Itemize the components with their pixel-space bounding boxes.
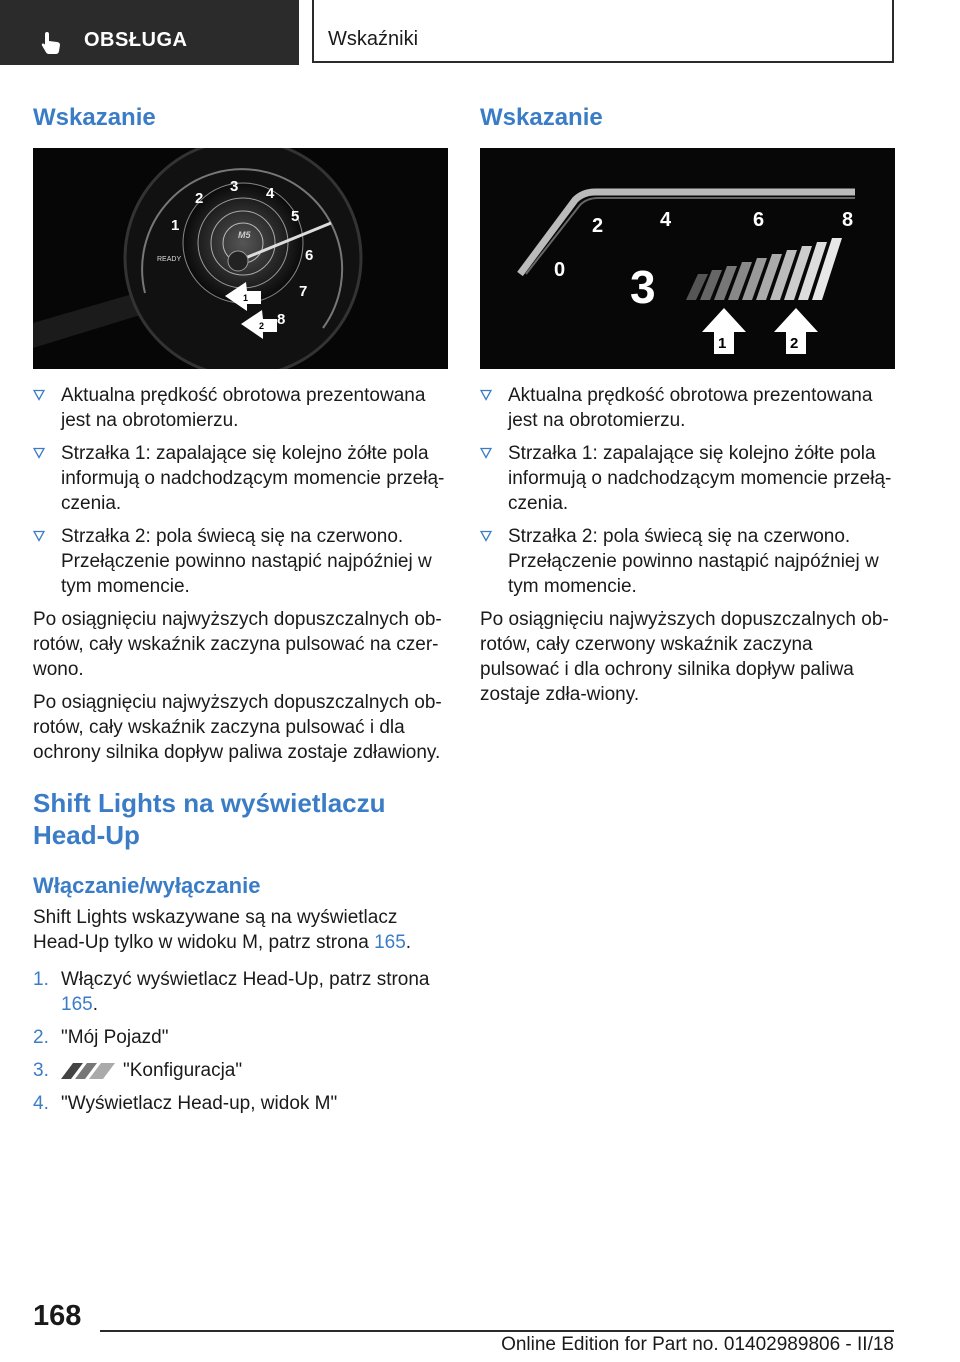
ready-label: READY bbox=[157, 256, 182, 263]
page-number: 168 bbox=[33, 1300, 82, 1332]
scale-number: 4 bbox=[660, 209, 672, 231]
edition-text: Online Edition for Part no. 01402989806 - II/18 bbox=[501, 1334, 894, 1355]
list-item: 4. "Wyświetlacz Head-up, widok M" bbox=[33, 1093, 338, 1114]
paragraph: Po osiągnięciu najwyższych dopuszczalnych ob‐rotów, cały wskaźnik zaczyna pulsować na czer‐wono. bbox=[33, 609, 442, 680]
left-section-heading: Wskazanie bbox=[33, 104, 156, 131]
page-link[interactable]: 165 bbox=[61, 994, 93, 1015]
list-item: 1. Włączyć wyświetlacz Head-Up, patrz strona 165. bbox=[33, 969, 430, 1015]
tach-number: 3 bbox=[230, 178, 239, 195]
hud-shift-lights-figure bbox=[480, 148, 895, 369]
list-item: Aktualna prędkość obrotowa prezentowana jest na obrotomierzu. bbox=[480, 383, 895, 433]
subsection-heading: Włączanie/wyłączanie bbox=[33, 873, 261, 898]
arrow-1-label: 1 bbox=[243, 293, 249, 303]
tach-number: 1 bbox=[171, 217, 180, 234]
scale-number: 6 bbox=[753, 209, 765, 231]
chapter-title: Wskaźniki bbox=[328, 28, 419, 50]
page-link[interactable]: 165 bbox=[374, 932, 406, 953]
right-section-heading: Wskazanie bbox=[480, 104, 603, 131]
scale-number: 0 bbox=[554, 259, 566, 281]
hud-section-heading: Shift Lights na wyświetlaczu Head-Up bbox=[33, 788, 386, 850]
left-column bbox=[33, 104, 448, 1124]
tach-number: 4 bbox=[266, 185, 275, 202]
section-label: OBSŁUGA bbox=[84, 29, 188, 51]
gear-indicator: 3 bbox=[630, 261, 656, 313]
right-bullet-list bbox=[480, 383, 895, 599]
triangle-bullet-icon bbox=[480, 447, 492, 459]
scale-number: 2 bbox=[592, 215, 604, 237]
triangle-bullet-icon bbox=[33, 447, 45, 459]
arrow-1-label: 1 bbox=[718, 335, 727, 352]
section-tab bbox=[0, 0, 299, 65]
triangle-bullet-icon bbox=[480, 389, 492, 401]
step-number: 3. bbox=[33, 1060, 49, 1081]
list-item: Strzałka 2: pola świecą się na czerwono. Przełączenie powinno nastąpić najpóźniej w tym momencie. bbox=[480, 524, 895, 599]
right-column bbox=[480, 104, 895, 715]
tachometer-figure bbox=[33, 148, 448, 369]
left-bullet-list bbox=[33, 383, 448, 599]
tach-number: 7 bbox=[299, 283, 308, 300]
steps-list bbox=[33, 967, 448, 1116]
list-item: Strzałka 1: zapalające się kolejno żółte pola informują o nadchodzącym momencie przełą‐czenia. bbox=[33, 441, 448, 516]
m5-badge: M5 bbox=[238, 230, 251, 240]
tach-number: 8 bbox=[277, 311, 286, 328]
hand-pointer-icon bbox=[38, 30, 64, 56]
list-item: Strzałka 1: zapalające się kolejno żółte pola informują o nadchodzącym momencie przełą‐czenia. bbox=[480, 441, 895, 516]
paragraph: Po osiągnięciu najwyższych dopuszczalnych ob‐rotów, cały czerwony wskaźnik zaczyna pulsować i dla ochrony silnika dopływ paliwa zostaje zdła‐wiony. bbox=[480, 609, 889, 705]
scale-number: 8 bbox=[842, 209, 854, 231]
step-number: 4. bbox=[33, 1093, 49, 1114]
arrow-2-label: 2 bbox=[790, 335, 799, 352]
triangle-bullet-icon bbox=[33, 530, 45, 542]
list-item: 2. "Mój Pojazd" bbox=[33, 1027, 169, 1048]
m-stripes-icon bbox=[61, 1063, 115, 1079]
tach-number: 6 bbox=[305, 247, 314, 264]
step-number: 2. bbox=[33, 1027, 49, 1048]
list-item: Aktualna prędkość obrotowa prezentowana jest na obrotomierzu. bbox=[33, 383, 448, 433]
paragraph: Po osiągnięciu najwyższych dopuszczalnych ob‐rotów, cały wskaźnik zaczyna pulsować i dla ochrony silnika dopływ paliwa zostaje zdławiony. bbox=[33, 692, 442, 763]
arrow-2-label: 2 bbox=[259, 321, 265, 331]
triangle-bullet-icon bbox=[33, 389, 45, 401]
chapter-header bbox=[312, 0, 894, 63]
intro-paragraph: Shift Lights wskazywane są na wyświetlacz Head-Up tylko w widoku M, patrz strona 165. bbox=[33, 907, 412, 953]
step-number: 1. bbox=[33, 969, 49, 990]
footer-divider bbox=[100, 1330, 894, 1332]
tach-number: 2 bbox=[195, 190, 204, 207]
list-item: Strzałka 2: pola świecą się na czerwono. Przełączenie powinno nastąpić najpóźniej w tym momencie. bbox=[33, 524, 448, 599]
triangle-bullet-icon bbox=[480, 530, 492, 542]
list-item: 3. "Konfiguracja" bbox=[33, 1060, 243, 1081]
tach-number: 5 bbox=[291, 208, 300, 225]
